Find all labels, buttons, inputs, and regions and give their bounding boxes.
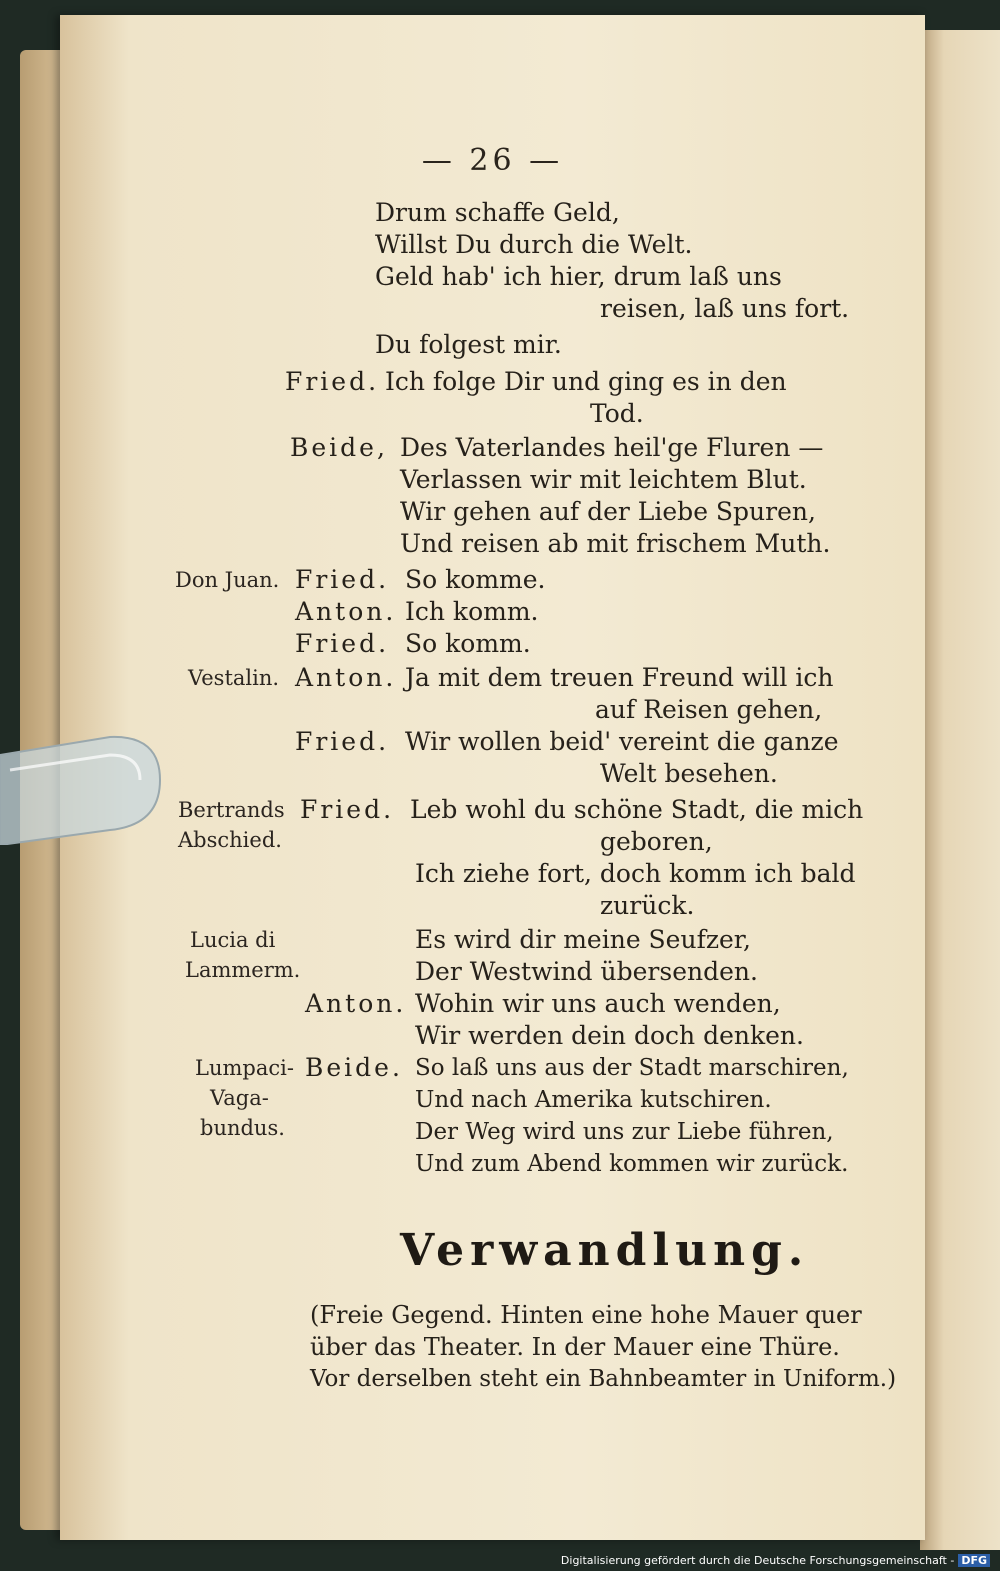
verse-line: Geld hab' ich hier, drum laß uns xyxy=(375,262,782,291)
page-header xyxy=(60,143,925,178)
margin-note: Vaga- xyxy=(210,1086,269,1110)
margin-note: Don Juan. xyxy=(175,568,280,592)
footer-text: Digitalisierung gefördert durch die Deutsche Forschungsgemeinschaft - xyxy=(560,1554,955,1567)
verse-line: Wir wollen beid' vereint die ganze xyxy=(405,727,839,756)
verse-line: So komme. xyxy=(405,565,546,594)
verse-line: Tod. xyxy=(590,399,644,428)
page-number: — 26 — xyxy=(421,143,564,178)
stage-direction-line: (Freie Gegend. Hinten eine hohe Mauer quer xyxy=(310,1301,862,1329)
page-holder-clip-icon xyxy=(0,735,165,845)
speaker-label: Fried. xyxy=(295,629,390,658)
verse-line: geboren, xyxy=(600,827,713,856)
verse-line: Du folgest mir. xyxy=(375,330,562,359)
verse-line: Und reisen ab mit frischem Muth. xyxy=(400,529,831,558)
margin-note: Lucia di xyxy=(190,928,276,952)
verse-line: Und zum Abend kommen wir zurück. xyxy=(415,1151,849,1177)
speaker-label: Fried. xyxy=(285,367,380,396)
margin-note: Abschied. xyxy=(178,828,282,852)
verse-line: Drum schaffe Geld, xyxy=(375,198,620,227)
margin-note: bundus. xyxy=(200,1116,285,1140)
verse-line: auf Reisen gehen, xyxy=(595,695,823,724)
verse-line: Willst Du durch die Welt. xyxy=(375,230,693,259)
speaker-label: Anton. xyxy=(295,597,397,626)
verse-line: reisen, laß uns fort. xyxy=(600,294,850,323)
section-title: Verwandlung. xyxy=(400,1225,810,1276)
verse-line: So komm. xyxy=(405,629,531,658)
digitization-footer xyxy=(561,1554,990,1567)
stage-direction-line: über das Theater. In der Mauer eine Thüre. xyxy=(310,1333,840,1361)
verse-line: So laß uns aus der Stadt marschiren, xyxy=(415,1055,849,1081)
verse-line: Wir werden dein doch denken. xyxy=(415,1021,804,1050)
speaker-label: Anton. xyxy=(295,663,397,692)
margin-note: Lammerm. xyxy=(185,958,301,982)
verse-line: Welt besehen. xyxy=(600,759,778,788)
book-page xyxy=(60,15,925,1540)
verse-line: Verlassen wir mit leichtem Blut. xyxy=(400,465,807,494)
verse-line: Ich komm. xyxy=(405,597,539,626)
verse-line: Wohin wir uns auch wenden, xyxy=(415,989,781,1018)
verse-line: Ja mit dem treuen Freund will ich xyxy=(405,663,834,692)
verse-line: Es wird dir meine Seufzer, xyxy=(415,925,751,954)
verse-line: zurück. xyxy=(600,891,695,920)
speaker-label: Fried. xyxy=(300,795,395,824)
verse-line: Und nach Amerika kutschiren. xyxy=(415,1087,772,1113)
verse-line: Der Weg wird uns zur Liebe führen, xyxy=(415,1119,834,1145)
verse-line: Ich ziehe fort, doch komm ich bald xyxy=(415,859,856,888)
verse-line: Des Vaterlandes heil'ge Fluren — xyxy=(400,433,824,462)
speaker-label: Beide, xyxy=(290,433,388,462)
speaker-label: Anton. xyxy=(305,989,407,1018)
verse-line: Wir gehen auf der Liebe Spuren, xyxy=(400,497,816,526)
margin-note: Lumpaci- xyxy=(195,1056,294,1080)
speaker-label: Fried. xyxy=(295,565,390,594)
speaker-label: Beide. xyxy=(305,1053,403,1082)
speaker-label: Fried. xyxy=(295,727,390,756)
verse-line: Ich folge Dir und ging es in den xyxy=(385,367,787,396)
facing-page xyxy=(920,30,1000,1550)
verse-line: Leb wohl du schöne Stadt, die mich xyxy=(410,795,864,824)
verse-line: Der Westwind übersenden. xyxy=(415,957,758,986)
margin-note: Bertrands xyxy=(178,798,285,822)
stage-direction-line: Vor derselben steht ein Bahnbeamter in Uniform.) xyxy=(310,1366,897,1392)
dfg-logo: DFG xyxy=(958,1554,990,1567)
margin-note: Vestalin. xyxy=(188,666,280,690)
